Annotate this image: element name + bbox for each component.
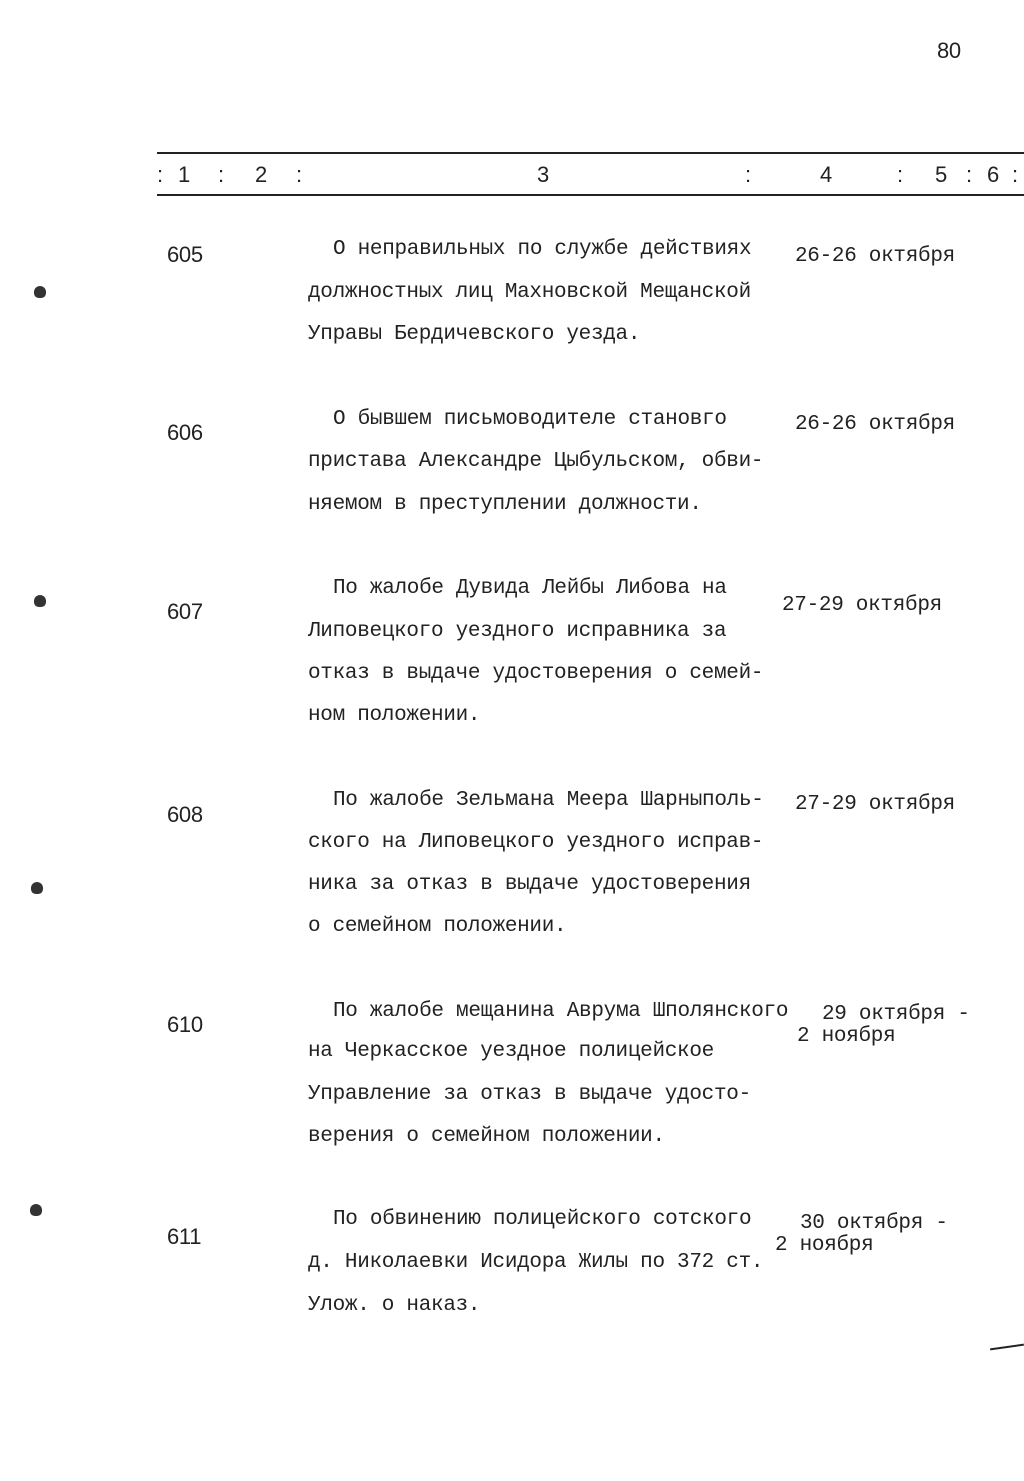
- entry-number: 608: [167, 802, 203, 827]
- column-separator: :: [218, 162, 225, 187]
- entry-description-line: д. Николаевки Исидора Жилы по 372 ст.: [308, 1251, 764, 1274]
- entry-description-line: ника за отказ в выдаче удостоверения: [308, 873, 751, 896]
- entry-number: 606: [167, 420, 203, 445]
- column-header-5: 5: [935, 162, 948, 187]
- entry-description-line: о семейном положении.: [308, 915, 567, 938]
- page-number: 80: [937, 38, 961, 63]
- entry-description-line: должностных лиц Махновской Мещанской: [308, 281, 751, 304]
- column-header-4: 4: [820, 162, 833, 187]
- punch-hole-mark: [34, 286, 46, 298]
- entry-number: 610: [167, 1012, 203, 1037]
- entry-description-line: Улож. о наказ.: [308, 1294, 481, 1317]
- header-top-rule: [157, 152, 1024, 154]
- column-separator: :: [1012, 162, 1019, 187]
- entry-date: 29 октября -: [822, 1003, 970, 1026]
- entry-description-line: Липовецкого уездного исправника за: [308, 620, 727, 643]
- column-separator: :: [966, 162, 973, 187]
- column-header-3: 3: [537, 162, 550, 187]
- entry-date: 27-29 октября: [782, 594, 942, 617]
- entry-description-line: ном положении.: [308, 704, 481, 727]
- margin-stroke: [990, 1344, 1024, 1351]
- entry-description-line: няемом в преступлении должности.: [308, 493, 702, 516]
- entry-date: 26-26 октября: [795, 245, 955, 268]
- entry-description-line: Управы Бердичевского уезда.: [308, 323, 641, 346]
- column-separator: :: [157, 162, 164, 187]
- entry-number: 607: [167, 599, 203, 624]
- entry-description-line: отказ в выдаче удостоверения о семей-: [308, 662, 764, 685]
- entry-date: 30 октября -: [800, 1212, 948, 1235]
- punch-hole-mark: [30, 1204, 42, 1216]
- entry-date: 26-26 октября: [795, 413, 955, 436]
- header-bottom-rule: [157, 194, 1024, 196]
- entry-description-line: По жалобе Зельмана Меера Шарныполь-: [333, 789, 764, 812]
- punch-hole-mark: [31, 882, 43, 894]
- punch-hole-mark: [34, 595, 46, 607]
- column-separator: :: [296, 162, 303, 187]
- entry-description-line: Управление за отказ в выдаче удосто-: [308, 1083, 751, 1106]
- entry-description-line: О бывшем письмоводителе становго: [333, 408, 727, 431]
- entry-description-line: По обвинению полицейского сотского: [333, 1208, 752, 1231]
- column-header-1: 1: [178, 162, 191, 187]
- entry-date: 27-29 октября: [795, 793, 955, 816]
- column-separator: :: [745, 162, 752, 187]
- column-separator: :: [897, 162, 904, 187]
- column-header-6: 6: [987, 162, 1000, 187]
- entry-description-line: ского на Липовецкого уездного исправ-: [308, 831, 764, 854]
- column-header-2: 2: [255, 162, 268, 187]
- entry-date: 2 ноября: [797, 1025, 896, 1048]
- entry-number: 605: [167, 242, 203, 267]
- entry-description-line: О неправильных по службе действиях: [333, 238, 752, 261]
- entry-date: 2 ноября: [775, 1234, 874, 1257]
- entry-description-line: верения о семейном положении.: [308, 1125, 665, 1148]
- entry-description-line: пристава Александре Цыбульском, обви-: [308, 450, 764, 473]
- entry-number: 611: [167, 1224, 202, 1249]
- entry-description-line: По жалобе Дувида Лейбы Либова на: [333, 577, 727, 600]
- entry-description-line: По жалобе мещанина Аврума Шполянского: [333, 1000, 789, 1023]
- entry-description-line: на Черкасское уездное полицейское: [308, 1040, 714, 1063]
